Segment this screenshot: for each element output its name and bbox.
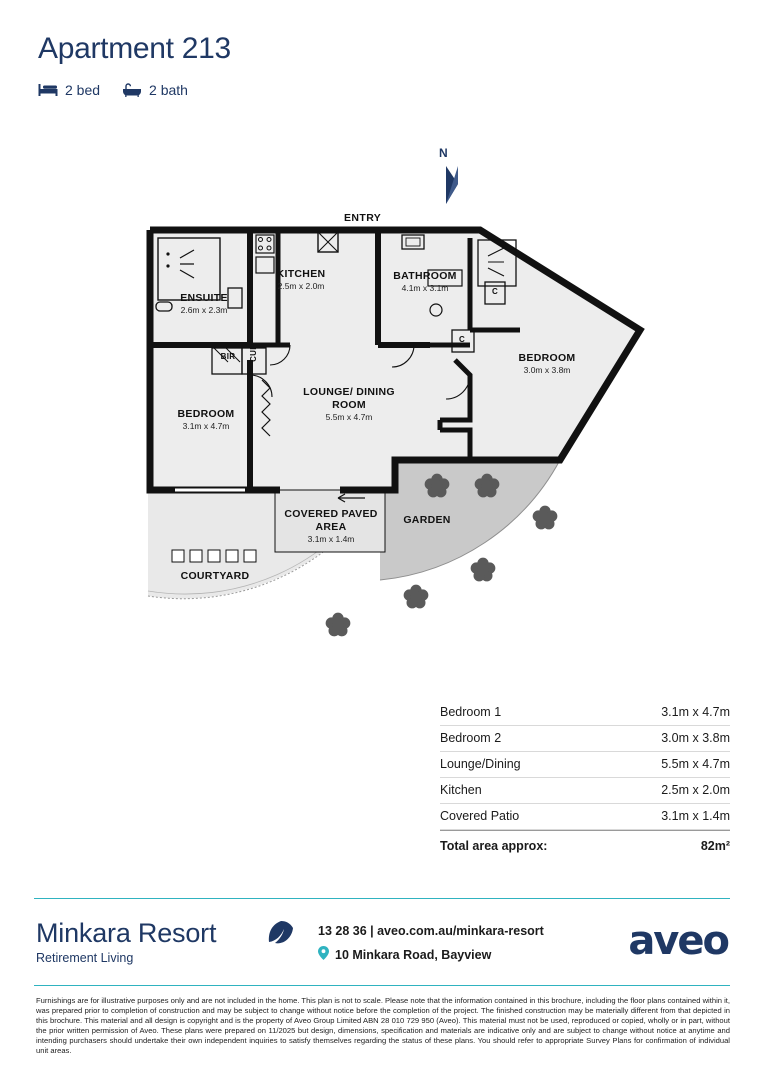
bed-icon: [38, 83, 58, 97]
room-label-covered-paved-area: COVERED PAVED AREA 3.1m x 1.4m: [284, 508, 378, 545]
area-schedule-table: [440, 700, 730, 859]
room-label-bir: BIR: [220, 352, 236, 361]
bed-count-label: 2 bed: [65, 82, 101, 98]
location-pin-icon: [318, 946, 329, 963]
row-label: Bedroom 2: [440, 731, 502, 745]
table-row: [440, 700, 730, 726]
room-label-bathroom: BATHROOM 4.1m x 3.1m: [393, 270, 457, 294]
property-specs: [38, 82, 188, 98]
bath-icon: [122, 83, 142, 97]
footer-divider-top: [34, 898, 730, 899]
table-row: [440, 804, 730, 830]
spec-bed: [38, 82, 100, 98]
room-label-bedroom-1: BEDROOM 3.1m x 4.7m: [177, 408, 235, 432]
room-label-cup: CUP: [249, 344, 258, 362]
row-label: Kitchen: [440, 783, 482, 797]
footer-divider-bottom: [34, 985, 730, 986]
table-row-total: [440, 831, 730, 859]
brand-tagline: Retirement Living: [36, 951, 134, 965]
spec-bath: [122, 82, 188, 98]
row-value: 5.5m x 4.7m: [661, 757, 730, 771]
contact-phone-web[interactable]: 13 28 36 | aveo.com.au/minkara-resort: [318, 924, 544, 938]
room-label-bedroom-2: BEDROOM 3.0m x 3.8m: [518, 352, 576, 376]
row-value: 3.1m x 4.7m: [661, 705, 730, 719]
room-label-ensuite: ENSUITE 2.6m x 2.3m: [180, 292, 228, 316]
row-value: 2.5m x 2.0m: [661, 783, 730, 797]
brand-name: Minkara Resort: [36, 918, 217, 948]
disclaimer-text: Furnishings are for illustrative purposes only and are not included in the home. This plan is not to scale. Please note that the information contained in this brochure, including the floor plans contained within it, was prepared prior to completion of construction and may be subject to change without notice before the completion of the project. The finished construction may be materially different from that depicted in this brochure. This material and all design is copyright and is the property of Aveo Group Limited ABN 28 010 729 950 (Aveo). This material must not be used, reproduced or copied, wholly or in part, without the prior written permission of Aveo. These plans were prepared on 11/2025 but design, dimensions, specification and materials are indicative only and are subject to change without notice at anytime and intending purchasers should undertake their own independent inquiries to satisfy themselves regarding the status of these plans. You should refer to appropriate Survey Plans for confirmation of individual unit areas.: [36, 996, 730, 1056]
room-label-courtyard: COURTYARD: [180, 570, 250, 582]
room-label-cupboard-1: C: [491, 287, 499, 296]
page-title: Apartment 213: [38, 32, 231, 65]
contact-address: 10 Minkara Road, Bayview: [335, 947, 492, 962]
contact-block: [318, 924, 544, 963]
room-label-cupboard-2: C: [458, 335, 466, 344]
table-row: [440, 752, 730, 778]
leaf-icon: [266, 920, 296, 951]
compass-north-label: N: [439, 146, 448, 160]
row-label: Bedroom 1: [440, 705, 502, 719]
brand-block: [36, 918, 216, 965]
total-value: 82m²: [700, 839, 730, 853]
row-value: 3.1m x 1.4m: [661, 809, 730, 823]
total-label: Total area approx:: [440, 839, 548, 853]
row-label: Lounge/Dining: [440, 757, 521, 771]
row-label: Covered Patio: [440, 809, 520, 823]
aveo-logo: aveo: [628, 918, 728, 964]
entry-label: ENTRY: [344, 212, 382, 224]
contact-address-row: [318, 946, 544, 963]
table-row: [440, 726, 730, 752]
row-value: 3.0m x 3.8m: [661, 731, 730, 745]
room-label-lounge-dining: LOUNGE/ DINING ROOM 5.5m x 4.7m: [303, 386, 395, 423]
room-labels: [0, 130, 764, 660]
bath-count-label: 2 bath: [149, 82, 188, 98]
room-label-kitchen: KITCHEN 2.5m x 2.0m: [276, 268, 326, 292]
table-row: [440, 778, 730, 804]
floorplan-graphic: [0, 130, 764, 660]
room-label-garden: GARDEN: [403, 514, 451, 526]
